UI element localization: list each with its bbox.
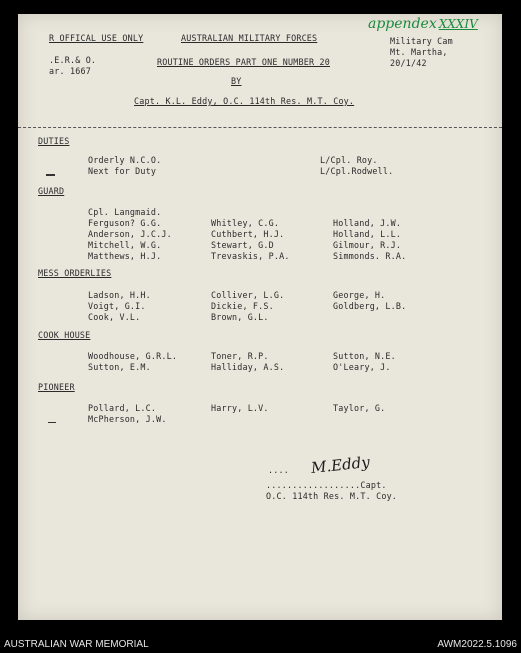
- guard-name: Holland, J.W.: [333, 218, 402, 228]
- cook-name: Sutton, N.E.: [333, 351, 396, 361]
- handwritten-annotation: appendex XXXIV: [368, 16, 478, 32]
- classification-label: R OFFICAL USE ONLY: [49, 33, 144, 43]
- pioneer-name: Pollard, L.C.: [88, 403, 157, 413]
- document-title: ROUTINE ORDERS PART ONE NUMBER 20: [157, 57, 330, 67]
- section-divider: [18, 127, 502, 128]
- guard-name: Holland, L.L.: [333, 229, 402, 239]
- mess-name: Brown, G.L.: [211, 312, 269, 322]
- guard-name: Cuthbert, H.J.: [211, 229, 285, 239]
- mess-name: Ladson, H.H.: [88, 290, 151, 300]
- cook-house-heading: COOK HOUSE: [38, 330, 91, 340]
- signature-line: ..................Capt.: [266, 480, 387, 490]
- footer-source: AUSTRALIAN WAR MEMORIAL: [4, 639, 149, 650]
- signature-dots: ....: [268, 465, 289, 475]
- duty-name: L/Cpl.Rodwell.: [320, 166, 394, 176]
- mess-name: Dickie, F.S.: [211, 301, 274, 311]
- document-date: 20/1/42: [390, 58, 427, 68]
- force-name: AUSTRALIAN MILITARY FORCES: [181, 33, 318, 43]
- guard-name: Simmonds. R.A.: [333, 251, 407, 261]
- mess-name: George, H.: [333, 290, 386, 300]
- pioneer-name: Taylor, G.: [333, 403, 386, 413]
- guard-name: Gilmour, R.J.: [333, 240, 402, 250]
- reference-line-1: .E.R.& O.: [49, 55, 97, 65]
- mess-orderlies-heading: MESS ORDERLIES: [38, 268, 112, 278]
- guard-name: Whitley, C.G.: [211, 218, 280, 228]
- guard-name: Matthews, H.J.: [88, 251, 162, 261]
- cook-name: Toner, R.P.: [211, 351, 269, 361]
- handwritten-signature: M.Eddy: [310, 452, 371, 478]
- cook-name: Halliday, A.S.: [211, 362, 285, 372]
- duties-heading: DUTIES: [38, 136, 70, 146]
- document-page: [18, 14, 502, 620]
- issuing-officer: Capt. K.L. Eddy, O.C. 114th Res. M.T. Coy.: [134, 96, 355, 106]
- duty-label: Orderly N.C.O.: [88, 155, 162, 165]
- pioneer-name: Harry, L.V.: [211, 403, 269, 413]
- cook-name: Sutton, E.M.: [88, 362, 151, 372]
- reference-line-2: ar. 1667: [49, 66, 91, 76]
- guard-name: Mitchell, W.G.: [88, 240, 162, 250]
- by-label: BY: [231, 76, 242, 86]
- guard-leader: Cpl. Langmaid.: [88, 207, 162, 217]
- margin-mark: [46, 174, 55, 176]
- guard-name: Anderson, J.C.J.: [88, 229, 172, 239]
- mess-name: Cook, V.L.: [88, 312, 141, 322]
- guard-heading: GUARD: [38, 186, 65, 196]
- location-line-2: Mt. Martha,: [390, 47, 448, 57]
- mess-name: Goldberg, L.B.: [333, 301, 407, 311]
- mess-name: Voigt, G.I.: [88, 301, 146, 311]
- duty-label: Next for Duty: [88, 166, 157, 176]
- duty-name: L/Cpl. Roy.: [320, 155, 378, 165]
- guard-name: Trevaskis, P.A.: [211, 251, 290, 261]
- guard-name: Ferguson? G.G.: [88, 218, 162, 228]
- cook-name: O'Leary, J.: [333, 362, 391, 372]
- signature-title: O.C. 114th Res. M.T. Coy.: [266, 491, 398, 501]
- pioneer-name: McPherson, J.W.: [88, 414, 167, 424]
- margin-mark: [48, 422, 56, 423]
- pioneer-heading: PIONEER: [38, 382, 75, 392]
- cook-name: Woodhouse, G.R.L.: [88, 351, 178, 361]
- location-line-1: Military Cam: [390, 36, 453, 46]
- guard-name: Stewart, G.D: [211, 240, 274, 250]
- footer-accession-number: AWM2022.5.1096: [437, 639, 517, 650]
- mess-name: Colliver, L.G.: [211, 290, 285, 300]
